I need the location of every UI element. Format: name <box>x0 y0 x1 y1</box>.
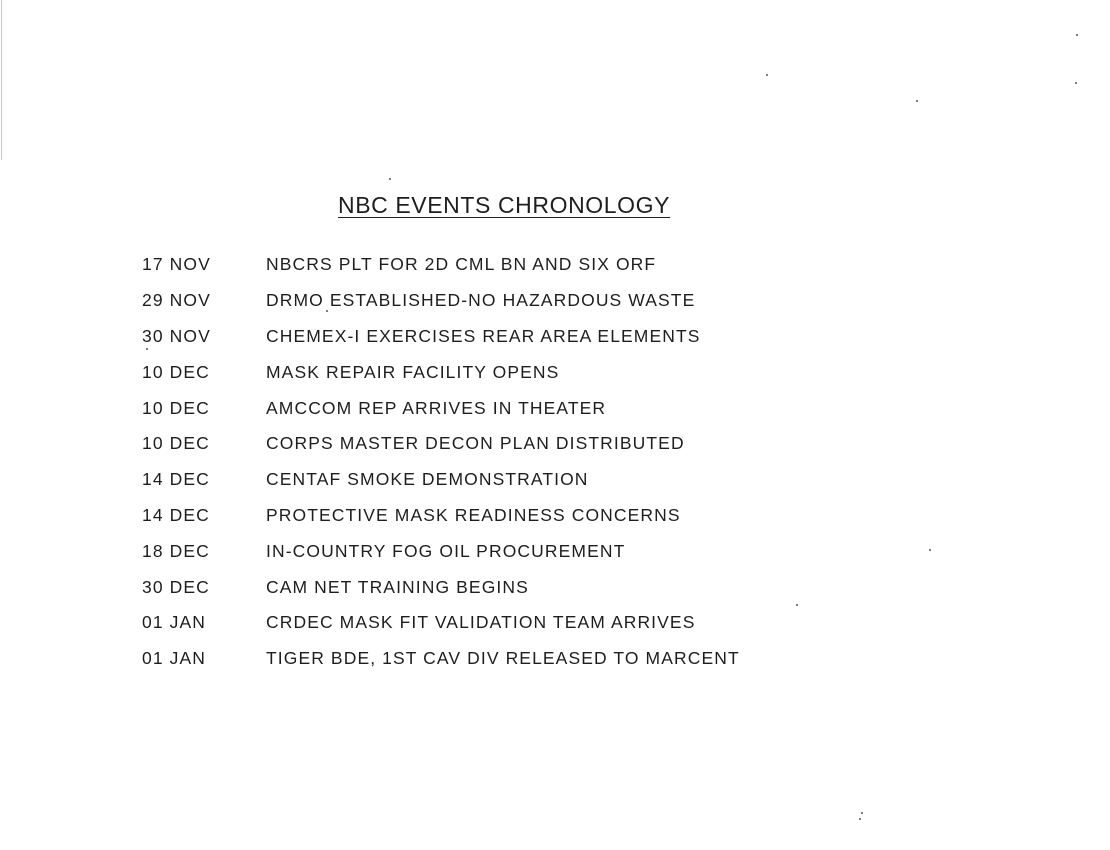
event-date: 18 DEC <box>142 540 210 561</box>
event-description: TIGER BDE, 1ST CAV DIV RELEASED TO MARCENT <box>266 648 740 669</box>
event-description: CAM NET TRAINING BEGINS <box>266 576 529 597</box>
event-row <box>142 569 862 605</box>
scan-speck <box>861 812 863 814</box>
event-row <box>142 247 862 283</box>
event-row <box>142 498 862 534</box>
event-description: CRDEC MASK FIT VALIDATION TEAM ARRIVES <box>266 612 696 633</box>
event-description: IN-COUNTRY FOG OIL PROCUREMENT <box>266 540 626 561</box>
event-date: 01 JAN <box>142 612 206 633</box>
scan-speck <box>796 604 798 606</box>
event-date: 10 DEC <box>142 361 210 382</box>
scan-speck <box>389 178 391 180</box>
event-row <box>142 462 862 498</box>
scan-speck <box>146 348 148 350</box>
event-date: 30 DEC <box>142 576 210 597</box>
scan-speck <box>929 549 931 551</box>
event-description: CORPS MASTER DECON PLAN DISTRIBUTED <box>266 433 685 454</box>
scan-edge-line <box>1 0 2 160</box>
event-row <box>142 283 862 319</box>
event-description: CENTAF SMOKE DEMONSTRATION <box>266 469 589 490</box>
event-description: NBCRS PLT FOR 2D CML BN AND SIX ORF <box>266 254 657 275</box>
event-description: MASK REPAIR FACILITY OPENS <box>266 361 560 382</box>
event-date: 14 DEC <box>142 504 210 525</box>
event-date: 17 NOV <box>142 254 211 275</box>
event-description: DRMO ESTABLISHED-NO HAZARDOUS WASTE <box>266 290 696 311</box>
event-date: 29 NOV <box>142 290 211 311</box>
event-description: AMCCOM REP ARRIVES IN THEATER <box>266 397 607 418</box>
event-description: PROTECTIVE MASK READINESS CONCERNS <box>266 504 681 525</box>
scan-speck <box>1075 82 1077 84</box>
scan-speck <box>1076 34 1078 36</box>
scan-speck <box>326 310 328 312</box>
event-date: 01 JAN <box>142 648 206 669</box>
event-row <box>142 354 862 390</box>
scan-speck <box>916 100 918 102</box>
event-date: 10 DEC <box>142 433 210 454</box>
event-date: 30 NOV <box>142 325 211 346</box>
scan-speck <box>859 818 861 820</box>
event-row <box>142 641 862 677</box>
event-date: 10 DEC <box>142 397 210 418</box>
event-list <box>142 247 862 677</box>
event-date: 14 DEC <box>142 469 210 490</box>
event-description: CHEMEX-I EXERCISES REAR AREA ELEMENTS <box>266 325 701 346</box>
document-title: NBC EVENTS CHRONOLOGY <box>338 192 671 218</box>
event-row <box>142 533 862 569</box>
event-row <box>142 605 862 641</box>
event-row <box>142 426 862 462</box>
scan-speck <box>766 74 768 76</box>
event-row <box>142 319 862 355</box>
event-row <box>142 390 862 426</box>
